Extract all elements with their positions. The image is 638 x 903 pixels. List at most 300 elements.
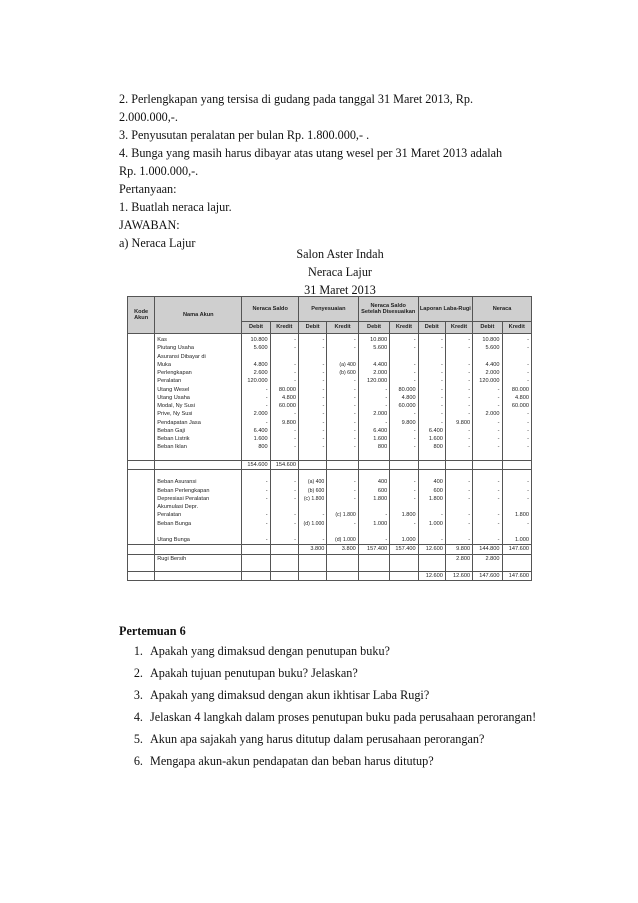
amount-cell	[390, 503, 418, 511]
amount-cell: -	[445, 443, 472, 451]
amount-cell	[270, 563, 298, 572]
amount-cell: -	[242, 386, 270, 394]
account-name-cell	[155, 545, 242, 554]
table-row	[128, 402, 532, 410]
amount-cell: 147.600	[473, 572, 502, 581]
amount-cell	[390, 554, 418, 563]
amount-cell	[418, 452, 445, 461]
amount-cell	[473, 528, 502, 536]
header-kredit: Kredit	[327, 322, 358, 334]
amount-cell: -	[502, 369, 531, 377]
amount-cell: 1.600	[242, 435, 270, 443]
account-name-cell: Beban Asuransi	[155, 478, 242, 486]
amount-cell	[327, 572, 358, 581]
account-code-cell	[128, 460, 155, 469]
amount-cell: -	[299, 394, 327, 402]
amount-cell: -	[473, 443, 502, 451]
amount-cell: 9.800	[270, 419, 298, 427]
amount-cell: -	[327, 427, 358, 435]
amount-cell: -	[270, 369, 298, 377]
company-name: Salon Aster Indah	[296, 247, 384, 261]
amount-cell: 147.600	[502, 545, 531, 554]
amount-cell	[299, 460, 327, 469]
amount-cell: 120.000	[473, 377, 502, 385]
intro-line: Pertanyaan:	[119, 182, 177, 196]
amount-cell	[502, 528, 531, 536]
amount-cell: -	[390, 410, 418, 418]
intro-line: 2.000.000,-.	[119, 110, 178, 124]
table-row	[128, 563, 532, 572]
amount-cell: 80.000	[390, 386, 418, 394]
amount-cell: -	[445, 334, 472, 345]
amount-cell: 154.600	[270, 460, 298, 469]
amount-cell: -	[327, 394, 358, 402]
account-name-cell: Utang Wesel	[155, 386, 242, 394]
amount-cell: -	[358, 511, 389, 519]
header-kredit: Kredit	[270, 322, 298, 334]
table-row	[128, 443, 532, 451]
intro-line: 3. Penyusutan peralatan per bulan Rp. 1.800.000,- .	[119, 128, 370, 142]
amount-cell	[358, 470, 389, 479]
header-laba-rugi: Laporan Laba-Rugi	[418, 297, 473, 322]
amount-cell: 1.800	[502, 511, 531, 519]
amount-cell: 9.800	[445, 545, 472, 554]
account-code-cell	[128, 443, 155, 451]
amount-cell: -	[390, 334, 418, 345]
amount-cell: -	[445, 344, 472, 352]
account-code-cell	[128, 452, 155, 461]
amount-cell: 60.000	[390, 402, 418, 410]
amount-cell: 400	[418, 478, 445, 486]
amount-cell: -	[390, 435, 418, 443]
amount-cell: -	[358, 419, 389, 427]
amount-cell: -	[270, 487, 298, 495]
account-code-cell	[128, 536, 155, 545]
amount-cell: -	[299, 377, 327, 385]
amount-cell: 1.800	[358, 495, 389, 503]
amount-cell: 600	[418, 487, 445, 495]
table-row	[128, 427, 532, 435]
account-name-cell: Beban Perlengkapan	[155, 487, 242, 495]
amount-cell	[418, 470, 445, 479]
amount-cell: 12.600	[418, 545, 445, 554]
header-debit: Debit	[299, 322, 327, 334]
table-row	[128, 495, 532, 503]
account-code-cell	[128, 563, 155, 572]
account-code-cell	[128, 545, 155, 554]
amount-cell: (a) 400	[299, 478, 327, 486]
amount-cell: 1.000	[358, 520, 389, 528]
amount-cell	[270, 470, 298, 479]
table-row	[128, 511, 532, 519]
table-row	[128, 377, 532, 385]
amount-cell	[270, 528, 298, 536]
amount-cell: -	[473, 495, 502, 503]
account-code-cell	[128, 470, 155, 479]
amount-cell: -	[473, 435, 502, 443]
header-debit: Debit	[358, 322, 389, 334]
account-code-cell	[128, 487, 155, 495]
account-code-cell	[128, 377, 155, 385]
amount-cell: -	[473, 386, 502, 394]
amount-cell	[327, 528, 358, 536]
amount-cell: 154.600	[242, 460, 270, 469]
account-name-cell: Utang Usaha	[155, 394, 242, 402]
amount-cell	[473, 563, 502, 572]
account-code-cell	[128, 344, 155, 352]
amount-cell: -	[327, 419, 358, 427]
amount-cell	[242, 554, 270, 563]
amount-cell: 6.400	[358, 427, 389, 435]
table-row	[128, 554, 532, 563]
header-kode-akun: Kode Akun	[128, 297, 155, 334]
amount-cell	[445, 460, 472, 469]
amount-cell: -	[270, 361, 298, 369]
amount-cell: -	[473, 394, 502, 402]
amount-cell: -	[390, 487, 418, 495]
amount-cell: -	[390, 344, 418, 352]
amount-cell	[502, 554, 531, 563]
amount-cell: 1.800	[390, 511, 418, 519]
amount-cell: -	[390, 495, 418, 503]
amount-cell: -	[242, 495, 270, 503]
amount-cell	[358, 563, 389, 572]
amount-cell: -	[473, 427, 502, 435]
amount-cell: 4.800	[242, 361, 270, 369]
amount-cell	[358, 503, 389, 511]
amount-cell: 4.400	[473, 361, 502, 369]
amount-cell: -	[270, 495, 298, 503]
amount-cell: -	[299, 419, 327, 427]
amount-cell	[445, 353, 472, 361]
amount-cell: -	[418, 536, 445, 545]
amount-cell: -	[270, 435, 298, 443]
table-row	[128, 528, 532, 536]
amount-cell: -	[473, 419, 502, 427]
amount-cell	[270, 572, 298, 581]
amount-cell: -	[242, 536, 270, 545]
amount-cell: 600	[358, 487, 389, 495]
table-row	[128, 353, 532, 361]
amount-cell: 800	[242, 443, 270, 451]
amount-cell: -	[502, 334, 531, 345]
account-name-cell: Beban Bunga	[155, 520, 242, 528]
amount-cell	[270, 452, 298, 461]
amount-cell	[418, 353, 445, 361]
question-item: 6. Mengapa akun-akun pendapatan dan beban harus ditutup?	[146, 750, 566, 772]
amount-cell: -	[473, 478, 502, 486]
section-title: Pertemuan 6	[119, 624, 186, 638]
amount-cell: -	[358, 536, 389, 545]
question-item: 3. Apakah yang dimaksud dengan akun ikhtisar Laba Rugi?	[146, 684, 566, 706]
amount-cell: -	[390, 369, 418, 377]
worksheet-title: Neraca Lajur	[308, 265, 372, 279]
amount-cell	[445, 452, 472, 461]
amount-cell: -	[358, 402, 389, 410]
amount-cell: 157.400	[390, 545, 418, 554]
amount-cell: -	[418, 419, 445, 427]
amount-cell: -	[418, 511, 445, 519]
amount-cell	[418, 503, 445, 511]
table-row	[128, 369, 532, 377]
account-name-cell: Peralatan	[155, 511, 242, 519]
amount-cell: 400	[358, 478, 389, 486]
amount-cell	[358, 452, 389, 461]
amount-cell	[242, 528, 270, 536]
account-code-cell	[128, 353, 155, 361]
amount-cell: -	[502, 495, 531, 503]
amount-cell	[445, 503, 472, 511]
amount-cell: 12.600	[418, 572, 445, 581]
amount-cell	[270, 353, 298, 361]
amount-cell	[270, 554, 298, 563]
amount-cell: (a) 400	[327, 361, 358, 369]
amount-cell	[242, 572, 270, 581]
amount-cell	[445, 528, 472, 536]
amount-cell	[418, 528, 445, 536]
header-debit: Debit	[473, 322, 502, 334]
amount-cell: -	[327, 443, 358, 451]
amount-cell: -	[502, 487, 531, 495]
table-row	[128, 572, 532, 581]
amount-cell: 2.000	[358, 410, 389, 418]
amount-cell: 157.400	[358, 545, 389, 554]
amount-cell	[299, 452, 327, 461]
intro-line: a) Neraca Lajur	[119, 236, 196, 250]
amount-cell: -	[270, 520, 298, 528]
amount-cell: -	[242, 520, 270, 528]
table-row	[128, 520, 532, 528]
account-name-cell: Beban Gaji	[155, 427, 242, 435]
amount-cell	[242, 563, 270, 572]
amount-cell: -	[327, 334, 358, 345]
amount-cell: -	[299, 410, 327, 418]
amount-cell: -	[390, 520, 418, 528]
amount-cell: 80.000	[270, 386, 298, 394]
amount-cell: -	[270, 536, 298, 545]
amount-cell: -	[327, 344, 358, 352]
amount-cell: -	[299, 427, 327, 435]
table-row	[128, 460, 532, 469]
amount-cell: -	[242, 487, 270, 495]
question-item: 5. Akun apa sajakah yang harus ditutup dalam perusahaan perorangan?	[146, 728, 566, 750]
amount-cell: -	[242, 402, 270, 410]
amount-cell: 1.000	[502, 536, 531, 545]
amount-cell	[358, 353, 389, 361]
amount-cell: 2.800	[473, 554, 502, 563]
amount-cell: -	[445, 487, 472, 495]
amount-cell: -	[418, 344, 445, 352]
intro-line: Rp. 1.000.000,-.	[119, 164, 199, 178]
amount-cell: 3.800	[327, 545, 358, 554]
amount-cell: 1.000	[390, 536, 418, 545]
account-name-cell: Peralatan	[155, 377, 242, 385]
account-name-cell: Rugi Bersih	[155, 554, 242, 563]
worksheet-table-image	[127, 296, 532, 608]
amount-cell: -	[390, 443, 418, 451]
amount-cell: 1.600	[358, 435, 389, 443]
amount-cell: -	[502, 377, 531, 385]
account-code-cell	[128, 394, 155, 402]
account-name-cell: Akumulasi Depr.	[155, 503, 242, 511]
amount-cell	[418, 460, 445, 469]
amount-cell: -	[299, 334, 327, 345]
amount-cell: 10.800	[473, 334, 502, 345]
amount-cell	[502, 460, 531, 469]
amount-cell: -	[299, 402, 327, 410]
amount-cell: -	[418, 394, 445, 402]
amount-cell: -	[299, 511, 327, 519]
amount-cell: (c) 1.800	[299, 495, 327, 503]
amount-cell	[299, 572, 327, 581]
amount-cell: (c) 1.800	[327, 511, 358, 519]
amount-cell: (d) 1.000	[299, 520, 327, 528]
amount-cell: -	[390, 427, 418, 435]
table-row	[128, 435, 532, 443]
account-name-cell: Depresiasi Peralatan	[155, 495, 242, 503]
amount-cell: -	[473, 402, 502, 410]
amount-cell	[299, 563, 327, 572]
amount-cell: 9.800	[390, 419, 418, 427]
amount-cell	[445, 470, 472, 479]
amount-cell: -	[270, 427, 298, 435]
amount-cell	[502, 470, 531, 479]
amount-cell: 1.800	[418, 495, 445, 503]
account-code-cell	[128, 410, 155, 418]
amount-cell: -	[270, 377, 298, 385]
table-row	[128, 503, 532, 511]
amount-cell: -	[445, 536, 472, 545]
amount-cell: 2.000	[473, 369, 502, 377]
amount-cell	[327, 554, 358, 563]
amount-cell: -	[502, 443, 531, 451]
account-name-cell	[155, 452, 242, 461]
table-row	[128, 410, 532, 418]
amount-cell: -	[418, 410, 445, 418]
amount-cell: -	[502, 520, 531, 528]
account-name-cell: Modal, Ny Susi	[155, 402, 242, 410]
amount-cell	[327, 563, 358, 572]
table-row	[128, 487, 532, 495]
amount-cell: -	[242, 511, 270, 519]
account-name-cell: Beban Listrik	[155, 435, 242, 443]
account-code-cell	[128, 503, 155, 511]
table-row	[128, 470, 532, 479]
account-name-cell: Asuransi Dibayar di	[155, 353, 242, 361]
amount-cell: -	[502, 410, 531, 418]
question-item: 1. Apakah yang dimaksud dengan penutupan buku?	[146, 640, 566, 662]
amount-cell	[390, 563, 418, 572]
amount-cell: -	[327, 402, 358, 410]
amount-cell: -	[270, 344, 298, 352]
header-nama-akun: Nama Akun	[155, 297, 242, 334]
header-kredit: Kredit	[390, 322, 418, 334]
amount-cell: 3.800	[299, 545, 327, 554]
account-code-cell	[128, 419, 155, 427]
worksheet-table	[127, 296, 532, 581]
header-kredit: Kredit	[502, 322, 531, 334]
amount-cell: -	[445, 377, 472, 385]
table-row	[128, 334, 532, 345]
amount-cell: 120.000	[358, 377, 389, 385]
amount-cell	[390, 452, 418, 461]
amount-cell: -	[445, 435, 472, 443]
account-code-cell	[128, 528, 155, 536]
amount-cell	[473, 460, 502, 469]
header-debit: Debit	[418, 322, 445, 334]
amount-cell	[473, 452, 502, 461]
amount-cell: 4.800	[270, 394, 298, 402]
amount-cell: -	[445, 361, 472, 369]
amount-cell: -	[473, 536, 502, 545]
amount-cell: -	[270, 443, 298, 451]
amount-cell: -	[390, 361, 418, 369]
amount-cell	[270, 545, 298, 554]
header-ns-disesuaikan: Neraca Saldo Setelah Disesuaikan	[358, 297, 418, 322]
amount-cell: (d) 1.000	[327, 536, 358, 545]
table-row	[128, 478, 532, 486]
amount-cell: -	[358, 394, 389, 402]
amount-cell: (b) 600	[299, 487, 327, 495]
amount-cell	[242, 452, 270, 461]
amount-cell: 6.400	[242, 427, 270, 435]
amount-cell	[390, 353, 418, 361]
amount-cell: 5.600	[242, 344, 270, 352]
amount-cell	[502, 563, 531, 572]
amount-cell: -	[445, 478, 472, 486]
account-code-cell	[128, 361, 155, 369]
amount-cell: -	[358, 386, 389, 394]
amount-cell	[390, 528, 418, 536]
account-name-cell: Perlengkapan	[155, 369, 242, 377]
amount-cell: -	[502, 419, 531, 427]
amount-cell	[358, 554, 389, 563]
amount-cell	[390, 470, 418, 479]
amount-cell	[358, 572, 389, 581]
amount-cell: -	[299, 386, 327, 394]
account-name-cell: Prive, Ny Susi	[155, 410, 242, 418]
amount-cell: -	[327, 410, 358, 418]
amount-cell: -	[418, 361, 445, 369]
amount-cell: -	[270, 511, 298, 519]
amount-cell: 800	[418, 443, 445, 451]
amount-cell	[242, 503, 270, 511]
account-code-cell	[128, 572, 155, 581]
amount-cell: 2.600	[242, 369, 270, 377]
intro-line: 1. Buatlah neraca lajur.	[119, 200, 232, 214]
amount-cell: -	[445, 410, 472, 418]
amount-cell: -	[390, 478, 418, 486]
amount-cell: -	[445, 369, 472, 377]
table-row	[128, 545, 532, 554]
table-row	[128, 536, 532, 545]
amount-cell: -	[327, 435, 358, 443]
worksheet-date: 31 Maret 2013	[304, 283, 376, 297]
amount-cell: 1.000	[418, 520, 445, 528]
amount-cell	[418, 563, 445, 572]
amount-cell: -	[242, 419, 270, 427]
account-name-cell: Pendapatan Jasa	[155, 419, 242, 427]
amount-cell: (b) 600	[327, 369, 358, 377]
amount-cell: 10.800	[242, 334, 270, 345]
intro-line: 2. Perlengkapan yang tersisa di gudang pada tanggal 31 Maret 2013, Rp.	[119, 92, 474, 106]
amount-cell: -	[390, 377, 418, 385]
account-name-cell	[155, 563, 242, 572]
amount-cell: -	[299, 344, 327, 352]
amount-cell: -	[270, 478, 298, 486]
amount-cell: -	[327, 520, 358, 528]
amount-cell	[299, 503, 327, 511]
